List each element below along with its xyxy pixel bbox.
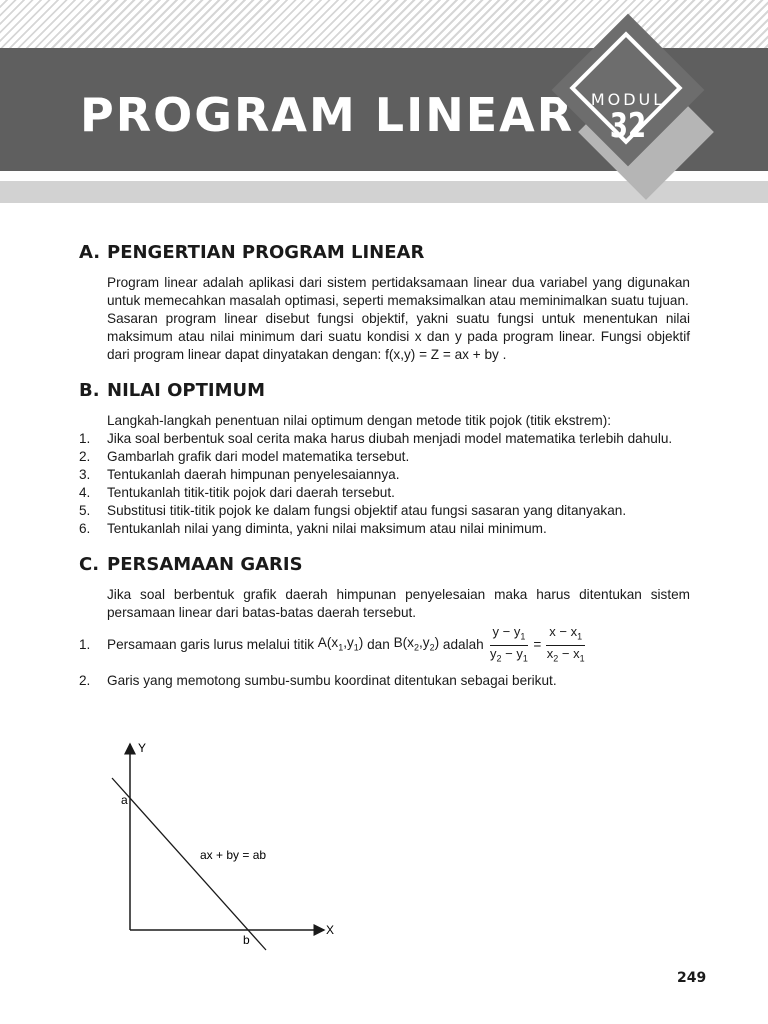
connector-text: dan [367,637,390,653]
point-b: $B(x_2,y_2)$ [393,634,440,653]
fraction-y: $\frac{y - y_1}{y_2 - y_1}$ [489,624,528,664]
modul-number: 32 [609,106,647,146]
section-letter: B. [79,380,100,401]
paragraph-text: Sasaran program linear disebut fungsi objektif, yakni suatu fungsi untuk menentukan nilai maksimum atau nilai minimum dari suatu kondisi x dan y pada program linear. Fungsi objektif dari program linear dapat dinyatakan dengan: [107,311,690,362]
objective-formula: f(x,y) = Z = ax + by . [385,347,507,362]
intercept-graph [100,736,360,956]
section-letter: A. [79,242,101,263]
section-b-body [107,412,690,430]
y-axis-label: Y [138,741,147,755]
list-item [79,448,690,466]
section-title: NILAI OPTIMUM [107,380,266,401]
paragraph: Program linear adalah aplikasi dari sistem pertidaksamaan linear dua variabel yang digunakan untuk memecahkan masalah optimasi, seperti memaksimalkan atau meminimalkan suatu tujuan. [107,275,690,308]
paragraph-with-formula [107,310,690,364]
intercept-line [112,778,266,950]
list-number: 1. [79,637,91,653]
list-number: 1. [79,431,91,446]
section-letter: C. [79,554,100,575]
point-a: $A(x_1,y_1)$ [317,634,364,653]
list-text: Substitusi titik-titik pojok ke dalam fungsi objektif atau fungsi sasaran yang ditanyakan. [107,503,627,518]
x-axis-label: X [326,923,335,937]
x-intercept-label: b [243,933,250,947]
steps-list [79,430,690,538]
list-number: 5. [79,503,91,518]
list-item [79,466,690,484]
section-title: PERSAMAAN GARIS [107,554,303,575]
section-c-heading [79,556,690,574]
section-a-body [107,274,690,364]
adalah-text: adalah [442,637,484,653]
list-item [79,672,690,690]
section-c-body [107,586,690,622]
y-intercept-label: a [121,793,128,807]
list-item [79,484,690,502]
modul-label: MODUL [590,90,666,109]
page-title: PROGRAM LINEAR [80,88,575,142]
list-number: 2. [79,673,91,689]
list-text: Tentukanlah daerah himpunan penyelesaiannya. [107,467,400,482]
equals-sign: = [533,637,542,653]
list-number: 4. [79,485,91,500]
list-text: Gambarlah grafik dari model matematika tersebut. [107,449,410,464]
fraction-x: $\frac{x - x_1}{x_2 - x_1}$ [546,624,585,664]
page-content [79,244,690,690]
list-number: 2. [79,449,91,464]
list-number: 3. [79,467,91,482]
list-text: Garis yang memotong sumbu-sumbu koordinat ditentukan sebagai berikut. [107,673,557,689]
paragraph: Jika soal berbentuk grafik daerah himpunan penyelesaian maka harus ditentukan sistem persamaan linear dari batas-batas daerah tersebut. [107,587,690,620]
section-b-heading [79,382,690,400]
list-text: Tentukanlah nilai yang diminta, yakni nilai maksimum atau nilai minimum. [107,521,547,536]
list-item [79,502,690,520]
list-number: 6. [79,521,91,536]
list-text: Persamaan garis lurus melalui titik [107,637,315,653]
list-text: Tentukanlah titik-titik pojok dari daerah tersebut. [107,485,395,500]
section-a-heading [79,244,690,262]
section-title: PENGERTIAN PROGRAM LINEAR [107,242,425,263]
paragraph: Langkah-langkah penentuan nilai optimum dengan metode titik pojok (titik ekstrem): [107,413,612,428]
line-equation-item [79,624,690,666]
page-number: 249 [677,970,707,986]
list-item [79,520,690,538]
line-equation-label: ax + by = ab [200,848,267,862]
list-item [79,430,690,448]
list-text: Jika soal berbentuk soal cerita maka harus diubah menjadi model matematika terlebih dahulu. [107,431,673,446]
modul-badge [548,14,724,204]
